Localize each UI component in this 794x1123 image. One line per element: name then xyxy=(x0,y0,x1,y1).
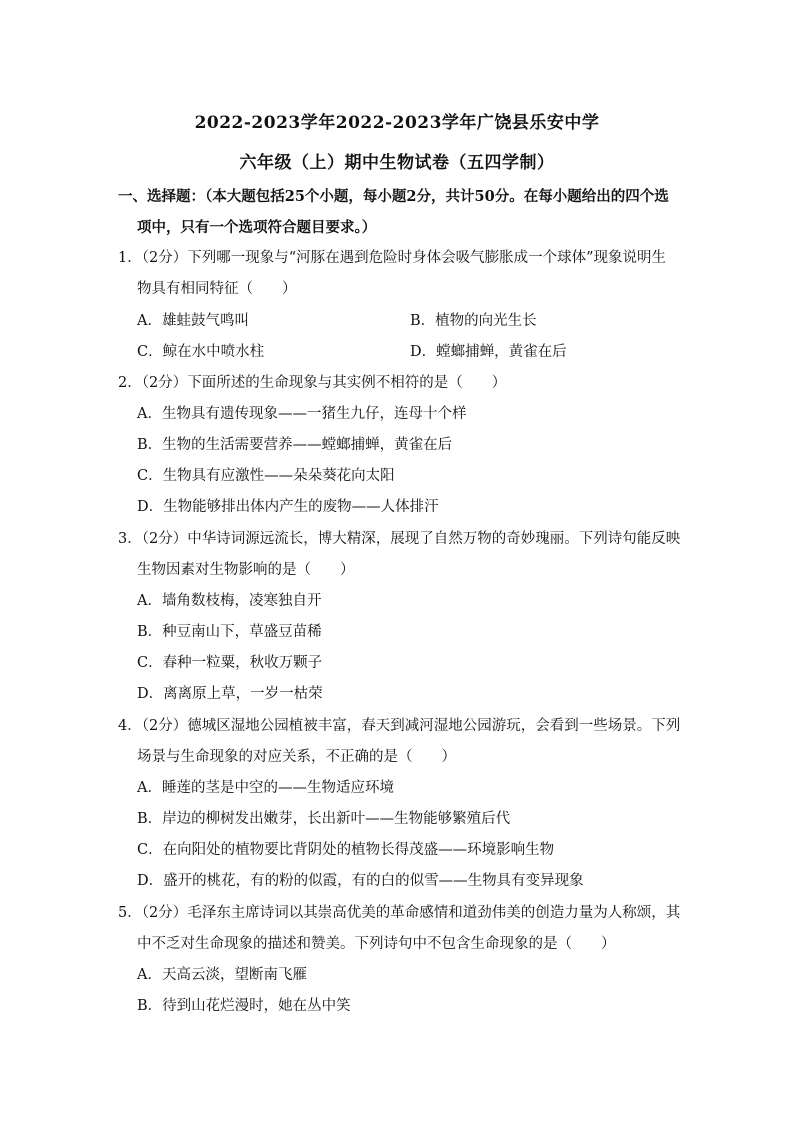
question-2-option-d: D．生物能够排出体内产生的废物——人体排汗 xyxy=(137,499,439,515)
question-4-line1: 4．（2分）德城区湿地公园植被丰富，春天到减河湿地公园游玩，会看到一些场景。下列 xyxy=(118,718,681,734)
question-2-line1: 2．（2分）下面所述的生命现象与其实例不相符的是（ ） xyxy=(118,375,507,391)
exam-title-line1: 2022-2023学年2022-2023学年广饶县乐安中学 xyxy=(194,113,600,133)
section-heading-line1: 一、选择题：（本大题包括25个小题，每小题2分，共计50分。在每小题给出的四个选 xyxy=(118,188,669,205)
question-3-line1: 3．（2分）中华诗词源远流长，博大精深，展现了自然万物的奇妙瑰丽。下列诗句能反映 xyxy=(118,531,681,547)
question-2-option-b: B．生物的生活需要营养——螳螂捕蝉，黄雀在后 xyxy=(137,437,453,453)
question-4-option-b: B．岸边的柳树发出嫩芽，长出新叶——生物能够繁殖后代 xyxy=(137,811,511,827)
question-4-line2: 场景与生命现象的对应关系，不正确的是（ ） xyxy=(137,749,456,765)
question-5-option-a: A．天高云淡，望断南飞雁 xyxy=(137,967,307,983)
question-1-option-d: D．螳螂捕蝉，黄雀在后 xyxy=(410,344,567,360)
question-5-option-b: B．待到山花烂漫时，她在丛中笑 xyxy=(137,998,351,1014)
question-5-line1: 5．（2分）毛泽东主席诗词以其崇高优美的革命感情和道劲伟美的创造力量为人称颂，其 xyxy=(118,905,681,921)
question-1-line1: 1．（2分）下列哪一现象与“河豚在遇到危险时身体会吸气膨胀成一个球体”现象说明生 xyxy=(118,250,667,266)
question-2-option-a: A．生物具有遗传现象——一猪生九仔，连母十个样 xyxy=(137,406,467,422)
question-3-line2: 生物因素对生物影响的是（ ） xyxy=(137,562,355,578)
question-4-option-c: C．在向阳处的植物要比背阴处的植物长得茂盛——环境影响生物 xyxy=(137,842,555,858)
question-1-option-c: C．鲸在水中喷水柱 xyxy=(137,344,265,360)
question-1-line2: 物具有相同特征（ ） xyxy=(137,281,297,297)
question-1-option-a: A．雄蛙鼓气鸣叫 xyxy=(137,313,249,329)
question-3-option-c: C．春种一粒粟，秋收万颗子 xyxy=(137,655,323,671)
question-2-option-c: C．生物具有应激性——朵朵葵花向太阳 xyxy=(137,468,395,484)
question-5-line2: 中不乏对生命现象的描述和赞美。下列诗句中不包含生命现象的是（ ） xyxy=(137,936,616,952)
question-1-option-b: B．植物的向光生长 xyxy=(410,313,537,329)
question-3-option-b: B．种豆南山下，草盛豆苗稀 xyxy=(137,624,322,640)
question-3-option-d: D．离离原上草，一岁一枯荣 xyxy=(137,686,323,702)
section-heading-line2: 项中，只有一个选项符合题目要求。） xyxy=(137,219,377,236)
question-4-option-a: A．睡莲的茎是中空的——生物适应环境 xyxy=(137,780,394,796)
exam-title-line2: 六年级（上）期中生物试卷（五四学制） xyxy=(239,153,555,173)
question-3-option-a: A．墙角数枝梅，凌寒独自开 xyxy=(137,593,322,609)
question-4-option-d: D．盛开的桃花，有的粉的似霞，有的白的似雪——生物具有变异现象 xyxy=(137,873,584,889)
